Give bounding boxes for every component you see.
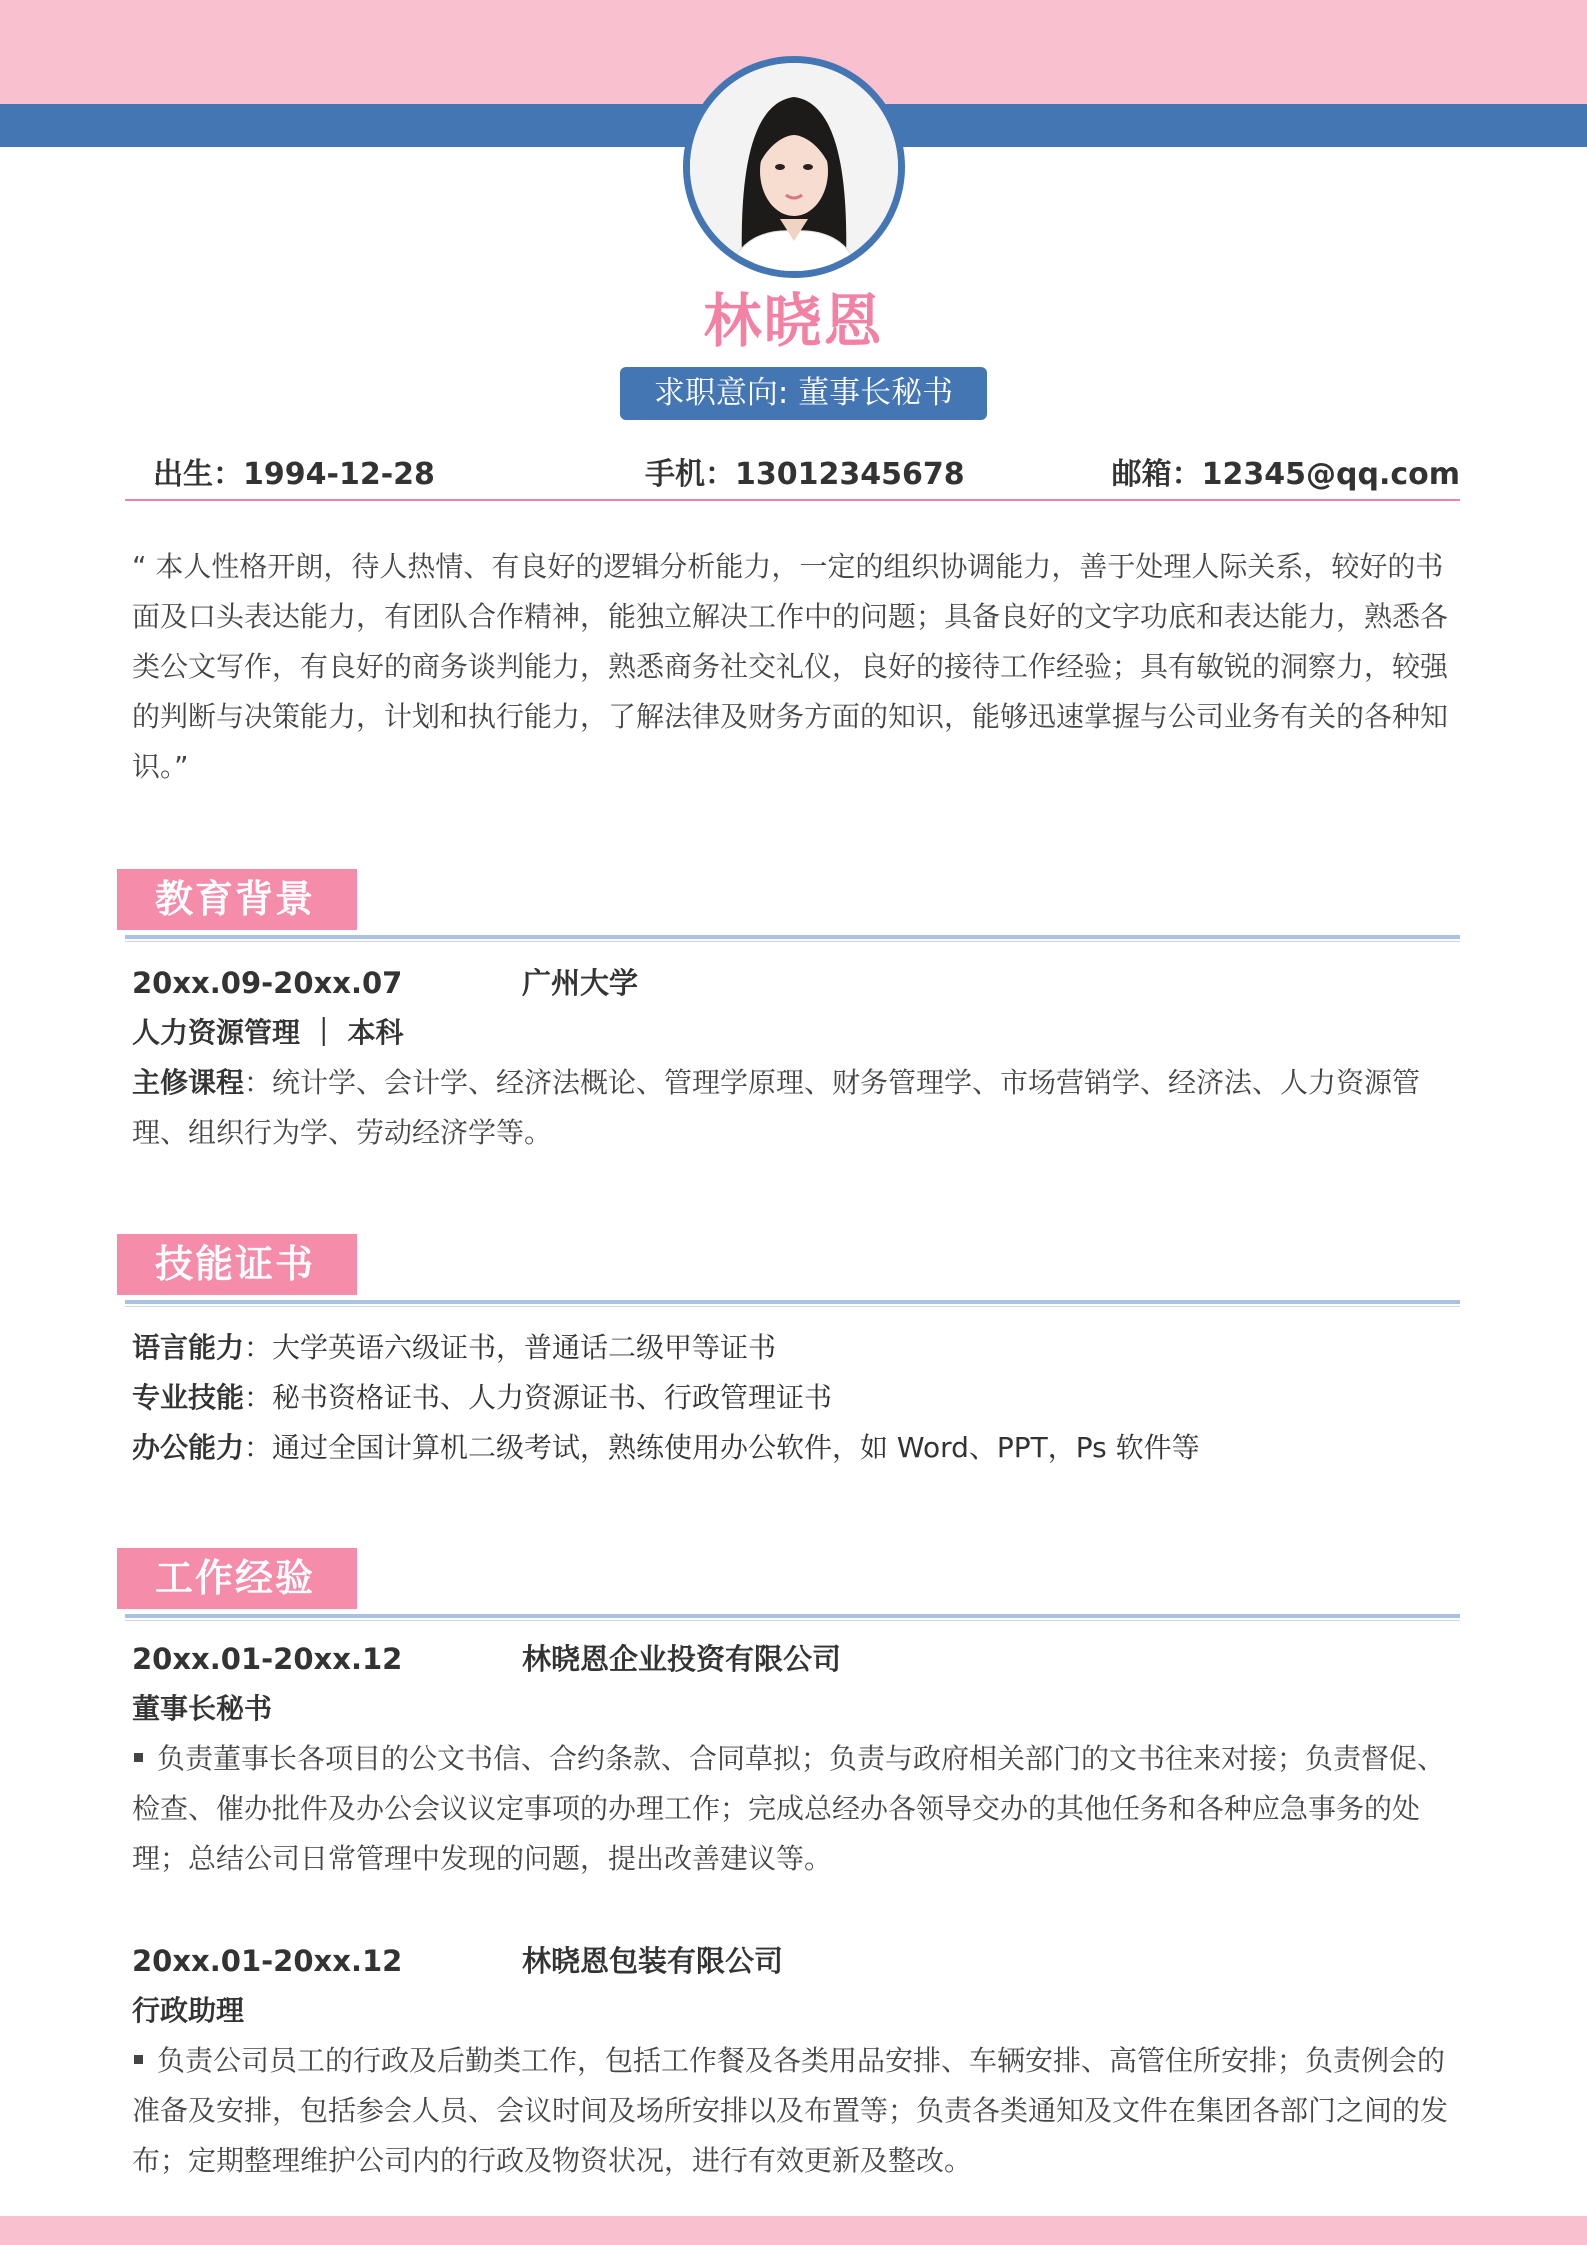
job-2-description: [132, 2036, 1450, 2186]
education-courses: [132, 1058, 1450, 1158]
section-divider-work: [125, 1614, 1460, 1618]
avatar: [683, 56, 905, 278]
job-2-desc-text: 负责公司员工的行政及后勤类工作，包括工作餐及各类用品安排、车辆安排、高管住所安排；负责例会的准备及安排，包括参会人员、会议时间及场所安排以及布置等；负责各类通知及文件在集团各部门之间的发布；定期整理维护公司内的行政及物资状况，进行有效更新及整改。: [132, 2044, 1449, 2177]
skill-office-label: 办公能力: [132, 1431, 245, 1464]
job-1-desc-text: 负责董事长各项目的公文书信、合约条款、合同草拟；负责与政府相关部门的文书往来对接；负责督促、检查、催办批件及办公会议议定事项的办理工作；完成总经办各领导交办的其他任务和各种应急事务的处理；总结公司日常管理中发现的问题，提出改善建议等。: [132, 1742, 1446, 1875]
self-summary: “ 本人性格开朗，待人热情、有良好的逻辑分析能力，一定的组织协调能力，善于处理人际关系，较好的书面及口头表达能力，有团队合作精神，能独立解决工作中的问题；具备良好的文字功底和表达能力，熟悉各类公文写作，有良好的商务谈判能力，熟悉商务社交礼仪，良好的接待工作经验；具有敏锐的洞察力，较强的判断与决策能力，计划和执行能力，了解法律及财务方面的知识，能够迅速掌握与公司业务有关的各种知识。”: [132, 550, 1449, 783]
contact-divider: [125, 499, 1460, 501]
section-divider-education-thin: [125, 941, 1460, 942]
job-2-company: 林晓恩包装有限公司: [522, 1944, 784, 1978]
section-title-work: 工作经验: [117, 1548, 357, 1609]
email-address: 邮箱：12345@qq.com: [1111, 457, 1460, 492]
courses-text: ：统计学、会计学、经济法概论、管理学原理、财务管理学、市场营销学、经济法、人力资源管理、组织行为学、劳动经济学等。: [132, 1066, 1421, 1149]
skill-professional-label: 专业技能: [132, 1381, 245, 1414]
candidate-name: 林晓恩: [703, 287, 884, 355]
section-title-education: 教育背景: [117, 869, 357, 930]
skill-professional: [132, 1373, 1450, 1423]
skill-office-text: ：通过全国计算机二级考试，熟练使用办公软件，如 Word、PPT，Ps 软件等: [244, 1431, 1200, 1464]
bullet-icon: [134, 2055, 143, 2064]
job-1-company: 林晓恩企业投资有限公司: [522, 1642, 842, 1676]
section-divider-work-thin: [125, 1620, 1460, 1621]
job-2-date: 20xx.01-20xx.12: [132, 1944, 403, 1978]
job-intent-badge: 求职意向: 董事长秘书: [620, 367, 987, 420]
birth-date: 出生：1994-12-28: [153, 457, 435, 492]
skill-language: [132, 1323, 1450, 1373]
bullet-icon: [134, 1753, 143, 1762]
section-divider-skills: [125, 1300, 1460, 1304]
section-divider-education: [125, 935, 1460, 939]
avatar-photo: [690, 63, 898, 271]
education-major: 人力资源管理 ｜ 本科: [132, 1016, 404, 1049]
skill-language-text: ：大学英语六级证书，普通话二级甲等证书: [244, 1331, 777, 1364]
contact-info-row: [125, 452, 1460, 497]
footer-pink-band: [0, 2216, 1587, 2245]
skill-language-label: 语言能力: [132, 1331, 245, 1364]
education-school: 广州大学: [522, 966, 639, 1000]
skill-office: [132, 1423, 1450, 1473]
skill-professional-text: ：秘书资格证书、人力资源证书、行政管理证书: [244, 1381, 833, 1414]
phone-number: 手机：13012345678: [645, 457, 965, 492]
section-divider-skills-thin: [125, 1306, 1460, 1307]
job-2-position: 行政助理: [132, 1994, 245, 2027]
education-date: 20xx.09-20xx.07: [132, 966, 403, 1000]
courses-label: 主修课程: [132, 1066, 245, 1099]
section-title-skills: 技能证书: [117, 1234, 357, 1295]
job-1-position: 董事长秘书: [132, 1692, 273, 1725]
job-1-date: 20xx.01-20xx.12: [132, 1642, 403, 1676]
job-1-description: [132, 1734, 1450, 1884]
